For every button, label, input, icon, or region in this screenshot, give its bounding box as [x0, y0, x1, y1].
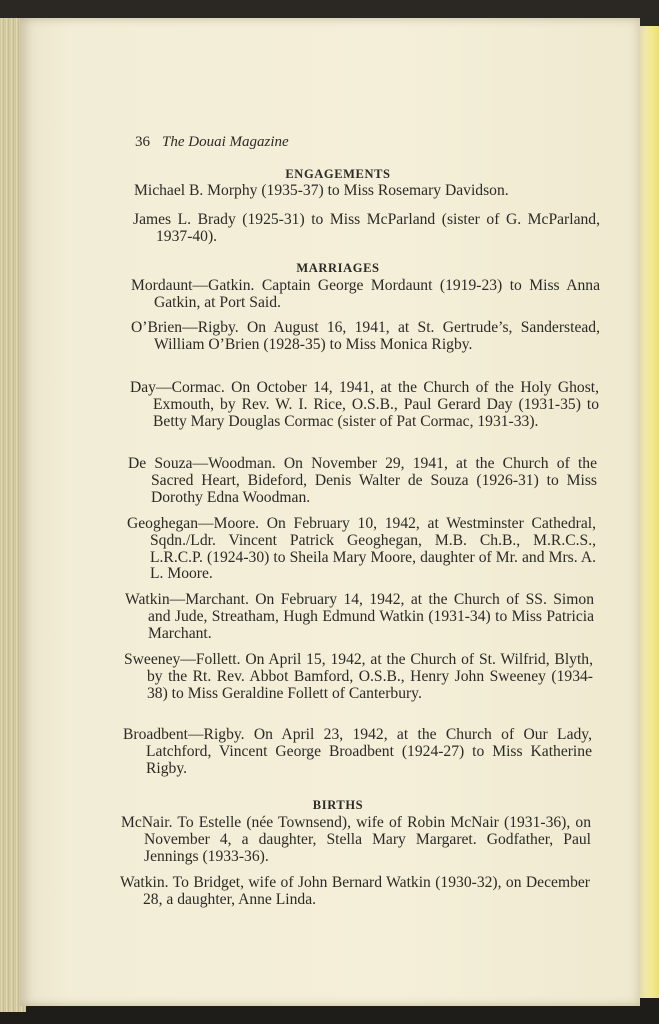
- marriages-heading: MARRIAGES: [296, 261, 380, 275]
- engagements-heading: ENGAGEMENTS: [285, 167, 391, 181]
- birth-entry: McNair. To Estelle (née Townsend), wife of Robin McNair (1931-36), on November 4, a daughter, Stella Mary Margaret. Godfather, Paul Jennings (1933-36).: [121, 814, 591, 865]
- marriage-entry: Geoghegan—Moore. On February 10, 1942, at Westminster Cathedral, Sqdn./Ldr. Vincent Patrick Geoghegan, M.B. Ch.B., M.R.C.S., L.R.C.P. (1924-30) to Sheila Mary Moore, daughter of Mr. and Mrs. A. L. Moore.: [127, 515, 596, 583]
- marriage-entry: O’Brien—Rigby. On August 16, 1941, at St. Gertrude’s, Sanderstead, William O’Brien (1928-35) to Miss Monica Rigby.: [131, 319, 600, 353]
- marriage-entry: Mordaunt—Gatkin. Captain George Mordaunt (1919-23) to Miss Anna Gatkin, at Port Said.: [131, 277, 600, 311]
- running-head: [135, 134, 289, 151]
- marriage-entry: Day—Cormac. On October 14, 1941, at the Church of the Holy Ghost, Exmouth, by Rev. W. I. Rice, O.S.B., Paul Gerard Day (1931-35) to Betty Mary Douglas Cormac (sister of Pat Cormac, 1931-33).: [130, 379, 599, 430]
- marriage-entry: Watkin—Marchant. On February 14, 1942, at the Church of SS. Simon and Jude, Streatham, Hugh Edmund Watkin (1931-34) to Miss Patricia Marchant.: [125, 591, 594, 642]
- births-heading: BIRTHS: [312, 798, 364, 812]
- birth-entry: Watkin. To Bridget, wife of John Bernard Watkin (1930-32), on December 28, a daughter, Anne Linda.: [120, 874, 590, 908]
- marriage-entry: De Souza—Woodman. On November 29, 1941, at the Church of the Sacred Heart, Bideford, Denis Walter de Souza (1926-31) to Miss Dorothy Edna Woodman.: [128, 455, 597, 506]
- journal-title: The Douai Magazine: [162, 134, 289, 150]
- marriage-entry: Broadbent—Rigby. On April 23, 1942, at the Church of Our Lady, Latchford, Vincent George Broadbent (1924-27) to Miss Katherine Rigby.: [123, 726, 592, 777]
- page-number: 36: [135, 134, 150, 150]
- engagement-entry: James L. Brady (1925-31) to Miss McParland (sister of G. McParland, 1937-40).: [133, 211, 600, 245]
- marriage-entry: Sweeney—Follett. On April 15, 1942, at the Church of St. Wilfrid, Blyth, by the Rt. Rev. Abbot Bamford, O.S.B., Henry John Sweeney (1934-38) to Miss Geraldine Follett of Canterbury.: [124, 651, 593, 702]
- engagement-entry: Michael B. Morphy (1935-37) to Miss Rosemary Davidson.: [134, 182, 509, 199]
